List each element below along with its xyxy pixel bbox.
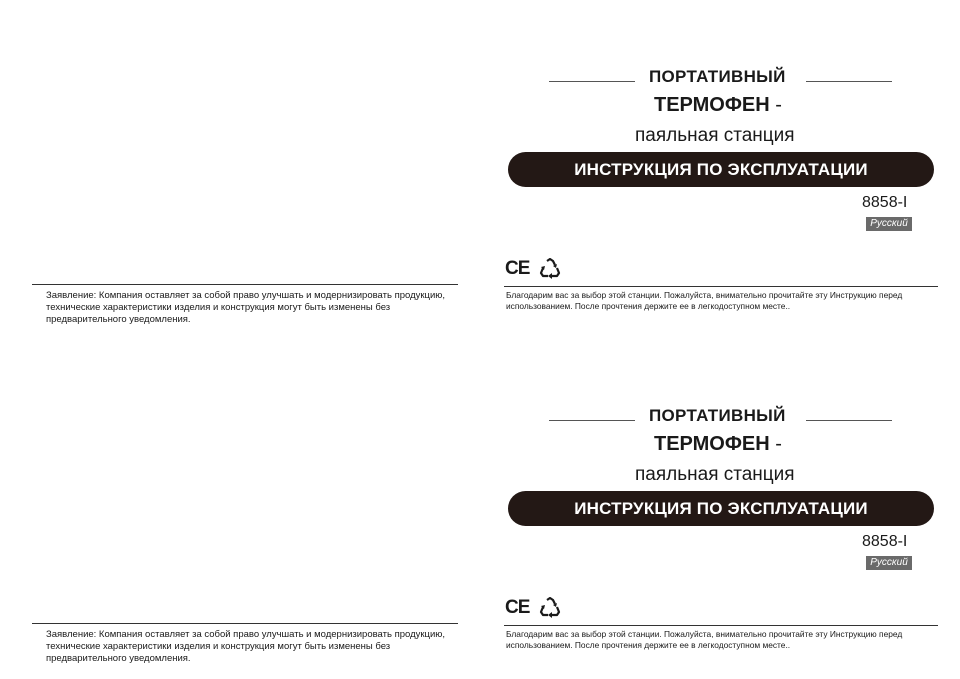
- title-dash: -: [775, 433, 782, 455]
- ce-mark-icon: CE: [505, 258, 530, 279]
- company-statement: Заявление: Компания оставляет за собой право улучшать и модернизировать продукцию, технические характеристики изделия и конструкция могут быть изменены без предварительного уведомления.: [46, 629, 446, 664]
- title-line-2: [654, 94, 782, 117]
- title-dash: -: [775, 94, 782, 116]
- model-number: 8858-I: [862, 194, 908, 211]
- recycle-icon: [538, 258, 562, 280]
- title-rule-left: [549, 420, 635, 421]
- title-line-1: ПОРТАТИВНЫЙ: [649, 67, 786, 86]
- manual-cover-bottom: [0, 339, 960, 679]
- title-line-1: ПОРТАТИВНЫЙ: [649, 406, 786, 425]
- title-word: ТЕРМОФЕН: [654, 94, 770, 116]
- title-rule-left: [549, 81, 635, 82]
- recycle-icon: [538, 597, 562, 619]
- ce-mark-icon: CE: [505, 597, 530, 618]
- title-rule-right: [806, 81, 892, 82]
- thank-you-note: Благодарим вас за выбор этой станции. Пожалуйста, внимательно прочитайте эту Инструкцию перед использованием. После прочтения держите ее в легкодоступном месте..: [506, 629, 903, 650]
- title-line-2: [654, 433, 782, 456]
- title-word: ТЕРМОФЕН: [654, 433, 770, 455]
- thank-you-note: Благодарим вас за выбор этой станции. Пожалуйста, внимательно прочитайте эту Инструкцию перед использованием. После прочтения держите ее в легкодоступном месте..: [506, 290, 903, 311]
- divider-right: [504, 286, 938, 287]
- divider-left: [32, 623, 458, 624]
- language-badge: Русский: [866, 556, 912, 570]
- company-statement: Заявление: Компания оставляет за собой право улучшать и модернизировать продукцию, технические характеристики изделия и конструкция могут быть изменены без предварительного уведомления.: [46, 290, 446, 325]
- language-badge: Русский: [866, 217, 912, 231]
- title-rule-right: [806, 420, 892, 421]
- subtitle: паяльная станция: [635, 464, 795, 485]
- manual-banner: ИНСТРУКЦИЯ ПО ЭКСПЛУАТАЦИИ: [508, 491, 934, 526]
- subtitle: паяльная станция: [635, 125, 795, 146]
- divider-right: [504, 625, 938, 626]
- divider-left: [32, 284, 458, 285]
- model-number: 8858-I: [862, 533, 908, 550]
- manual-banner: ИНСТРУКЦИЯ ПО ЭКСПЛУАТАЦИИ: [508, 152, 934, 187]
